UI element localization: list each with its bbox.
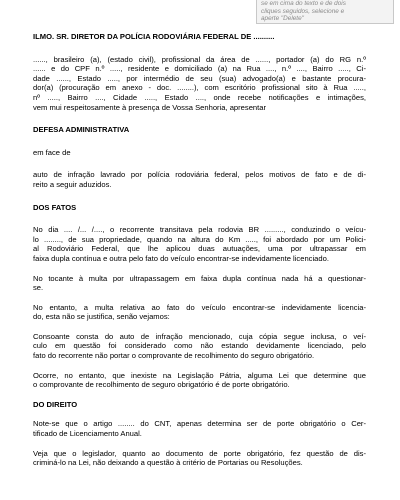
fatos-paragraph-5: Ocorre, no entanto, que inexiste na Legislação Pátria, alguma Lei que determine que o comprovante de recolhimento de seguro obrigatório é de porte obrigatório. [33, 370, 366, 390]
fatos-paragraph-1: No dia .... /... /...., o recorrente transitava pela rodovia BR ........., conduzindo o veícu- lo ........, de sua propriedade, quando na altura do Km ....., foi abordado por um Polici- al Rodoviário Federal, que lhe aplicou duas autuações, uma por ultrapassar em faixa dupla contínua e outra pelo fato do veículo encontrar-se indevidamente licenciado. [33, 225, 366, 263]
fatos-paragraph-2: No tocante à multa por ultrapassagem em faixa dupla contínua nada há a questionar- se. [33, 273, 366, 293]
direito-paragraph-1: Note-se que o artigo ........ do CNT, apenas determina ser de porte obrigatório o Cer- tificado de Licenciamento Anual. [33, 419, 366, 439]
instruction-note [256, 0, 394, 24]
auto-paragraph: auto de infração lavrado por polícia rodoviária federal, pelos motivos de fato e de di- reito a seguir aduzidos. [33, 170, 366, 189]
document-header: ILMO. SR. DIRETOR DA POLÍCIA RODOVIÁRIA FEDERAL DE .......... [33, 32, 275, 41]
note-line: se em cima do texto e de dois [261, 0, 346, 7]
document-body [33, 32, 366, 468]
note-line: cliques seguidos, selecione e [261, 7, 345, 15]
fatos-paragraph-4: Consoante consta do auto de infração mencionado, cuja cópia segue inclusa, o veí- culo em questão foi considerado como não estando devidamente licenciado, pelo fato do recorrente não portar o comprovante de recolhimento do seguro obrigatório. [33, 331, 366, 361]
document-title: DEFESA ADMINISTRATIVA [33, 125, 130, 135]
section-heading-direito: DO DIREITO [33, 399, 78, 409]
fatos-paragraph-3: No entanto, a multa relativa ao fato do veículo encontrar-se indevidamente licencia- do, esta não se justifica, senão vejamos: [33, 302, 366, 322]
note-line: aperte "Delete" [261, 15, 304, 23]
direito-paragraph-2: Veja que o legislador, quanto ao documento de porte obrigatório, fez questão de dis- criminá-lo na Lei, não deixando a questão à critério de Portarias ou Resoluções. [33, 448, 366, 468]
section-heading-fatos: DOS FATOS [33, 202, 77, 212]
intro-paragraph: ......, brasileiro (a), (estado civil), profissional da área de ......, portador (a) do RG n.º ...... e do CPF n.º ....., residente e domiciliado (a) na Rua ...., n.º ...., Bairro ....., Ci- dade ......, Estado ....., por intermédio de seu (sua) advogado(a) e bastante procura- dor(a) (procuração em anexo - doc. ........), com escritório profissional sito à Rua ....., nº ....., Bairro ...., Cidade ....., Estado ...., onde recebe notificações e intimações, vem mui respeitosamente à presença de Vossa Senhoria, apresentar [33, 54, 366, 112]
em-face-text: em face de [33, 147, 71, 157]
